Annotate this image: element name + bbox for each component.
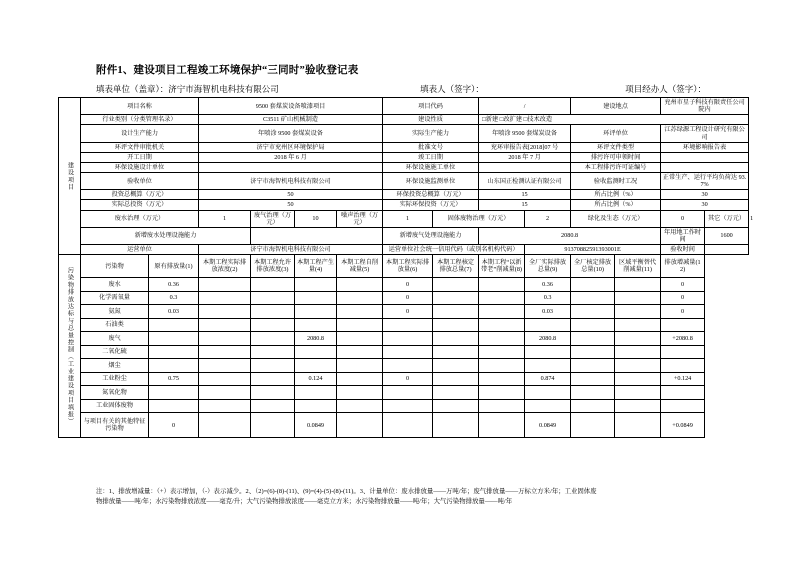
pollutant-value: [199, 386, 251, 400]
cell-value: 50: [199, 190, 383, 200]
pollutant-value: [615, 278, 661, 292]
pollutant-value: [571, 359, 615, 373]
pollutant-value: [337, 291, 383, 305]
pollutant-value: [525, 318, 571, 332]
pollutant-value: [383, 332, 433, 346]
cell-label: 建设性质: [383, 115, 479, 125]
pollutant-value: [615, 399, 661, 413]
cell-value: [661, 162, 749, 172]
pollutant-value: [433, 399, 479, 413]
project-manager: 项目经办人（签字）：: [625, 84, 706, 94]
pollutant-row: [59, 332, 749, 346]
table-row: [59, 115, 749, 125]
pollutant-value: [525, 359, 571, 373]
pollutant-value: [199, 372, 251, 386]
pollutant-value: [337, 332, 383, 346]
cell-value: [251, 227, 383, 244]
pollutant-value: [199, 399, 251, 413]
cell-label: 验收单位: [81, 173, 199, 190]
pollutant-value: [199, 305, 251, 319]
pollutant-value: [571, 291, 615, 305]
cell-value: 年喷涂 9500 套煤炭设备: [479, 125, 571, 142]
pollutant-name: 工业粉尘: [81, 372, 149, 386]
pollutant-value: [383, 318, 433, 332]
pollutant-name: 氮氧化物: [81, 386, 149, 400]
pollutant-row: [59, 278, 749, 292]
pollutant-value: [295, 278, 337, 292]
cell-value: [479, 162, 571, 172]
pollutant-value: [383, 359, 433, 373]
table-row: [59, 152, 749, 162]
cell-label: 项目代码: [383, 98, 479, 115]
cell-value: 2080.8: [479, 227, 661, 244]
pollutant-header-cell: 原有排放量(1): [149, 255, 199, 278]
pollutant-value: [383, 413, 433, 438]
pollutant-value: [149, 399, 199, 413]
table-row: [59, 125, 749, 142]
pollutant-value: 0.75: [149, 372, 199, 386]
pollutant-header-cell: 本期工程实际排放量(6): [383, 255, 433, 278]
pollutant-value: [571, 318, 615, 332]
cell-label: 验收时间: [661, 245, 705, 255]
table-row: [59, 98, 749, 115]
pollutant-value: [251, 278, 295, 292]
pollutant-value: [149, 386, 199, 400]
pollutant-value: [615, 332, 661, 346]
pollutant-value: [295, 345, 337, 359]
pollutant-value: 0.0849: [295, 413, 337, 438]
pollutant-value: [199, 332, 251, 346]
pollutant-header-cell: 本期工程允许排放浓度(3): [251, 255, 295, 278]
pollutant-header-cell: 本期工程“以新带老”削减量(8): [479, 255, 525, 278]
pollutant-value: [251, 318, 295, 332]
pollutant-header-cell: 本期工程自削减量(5): [337, 255, 383, 278]
cell-value: 兖州市星子科技有限责任公司院内: [661, 98, 749, 115]
cell-label: 其它（万元）: [705, 210, 749, 227]
cell-label: 竣工日期: [383, 152, 479, 162]
pollutant-row: [59, 359, 749, 373]
cell-value: 91370882591393001E: [525, 245, 661, 255]
cell-label: 所占比例（%）: [571, 200, 661, 210]
pollutant-value: [661, 345, 705, 359]
pollutant-value: 0: [149, 413, 199, 438]
cell-label: 项目名称: [81, 98, 199, 115]
cell-value: [661, 152, 749, 162]
pollutant-value: [433, 413, 479, 438]
pollutant-value: [615, 413, 661, 438]
pollutant-value: [615, 291, 661, 305]
pollutant-value: [251, 305, 295, 319]
side-label-construction-project: 建设项目: [59, 98, 81, 255]
pollutant-value: [251, 372, 295, 386]
cell-label: 环评文件审批机关: [81, 142, 199, 152]
pollutant-value: 0.3: [525, 291, 571, 305]
pollutant-name: 废气: [81, 332, 149, 346]
cell-label: 环评单位: [571, 125, 661, 142]
pollutant-name: 工业固体废物: [81, 399, 149, 413]
pollutant-header-row: [59, 255, 749, 278]
pollutant-row: [59, 291, 749, 305]
pollutant-value: [571, 399, 615, 413]
pollutant-value: [571, 305, 615, 319]
pollutant-header-cell: 本期工程产生量(4): [295, 255, 337, 278]
pollutant-name: 二氧化硫: [81, 345, 149, 359]
table-notes: [96, 487, 716, 507]
pollutant-value: [295, 359, 337, 373]
pollutant-value: [337, 318, 383, 332]
pollutant-value: [433, 278, 479, 292]
pollutant-value: [337, 386, 383, 400]
pollutant-value: 0: [661, 305, 705, 319]
pollutant-value: [199, 318, 251, 332]
pollutant-value: [433, 332, 479, 346]
cell-label: 实际总投资（万元）: [81, 200, 199, 210]
pollutant-value: 0: [383, 305, 433, 319]
cell-label: 环评文件类型: [571, 142, 661, 152]
cell-value: [705, 245, 749, 255]
table-row: [59, 142, 749, 152]
table-row: [59, 190, 749, 200]
pollutant-value: [661, 359, 705, 373]
cell-value: 0: [661, 210, 705, 227]
pollutant-value: [251, 332, 295, 346]
cell-label: 固体废物治理（万元）: [433, 210, 525, 227]
pollutant-value: [661, 318, 705, 332]
pollutant-value: +2080.8: [661, 332, 705, 346]
pollutant-value: [433, 305, 479, 319]
pollutant-value: 0.36: [149, 278, 199, 292]
cell-value: [199, 162, 383, 172]
cell-value: 山东国正检测认证有限公司: [479, 173, 571, 190]
cell-value: C3511 矿山机械制造: [199, 115, 383, 125]
side-label-pollutant-emission: 污染物排放达标与总量控制（工业建设项目填报）: [59, 255, 81, 438]
cell-value: □新建 □改扩建 □技术改造: [479, 115, 749, 125]
cell-label: 实际环保投资（万元）: [383, 200, 479, 210]
cell-value: 50: [199, 200, 383, 210]
pollutant-value: 0: [383, 291, 433, 305]
pollutant-name: 化学需氧量: [81, 291, 149, 305]
pollutant-value: 0.874: [525, 372, 571, 386]
pollutant-value: 0.03: [525, 305, 571, 319]
cell-label: 验收监测时工况: [571, 173, 661, 190]
pollutant-value: [337, 345, 383, 359]
pollutant-value: [251, 399, 295, 413]
pollutant-value: [615, 359, 661, 373]
pollutant-row: [59, 318, 749, 332]
cell-value: 年喷涂 9500 套煤炭设备: [199, 125, 383, 142]
pollutant-value: [479, 318, 525, 332]
pollutant-value: [295, 386, 337, 400]
pollutant-value: [149, 318, 199, 332]
filler-unit: 填表单位（盖章）：济宁市海智机电科技有限公司: [96, 84, 279, 94]
cell-label: 环保设施施工单位: [383, 162, 479, 172]
pollutant-value: [251, 386, 295, 400]
cell-label: 本工程排污许可证编号: [571, 162, 661, 172]
pollutant-value: [433, 318, 479, 332]
cell-label: 行业类别（分类管理名录）: [81, 115, 199, 125]
verification-registration-table: [58, 97, 754, 438]
cell-value: 江苏绿源工程设计研究有限公司: [661, 125, 749, 142]
pollutant-value: +0.124: [661, 372, 705, 386]
cell-label: 新增废水处理设施能力: [81, 227, 251, 244]
pollutant-value: 0.124: [295, 372, 337, 386]
pollutant-value: [199, 291, 251, 305]
pollutant-value: [199, 345, 251, 359]
cell-label: 所占比例（%）: [571, 190, 661, 200]
pollutant-value: [433, 372, 479, 386]
cell-value: 1: [199, 210, 251, 227]
pollutant-value: [615, 345, 661, 359]
note-line-1: 注：1、排放增减量：（+）表示增加，（-）表示减少。2、（2)=(6)-(8)-(11)、(9)=(4)-(5)-(8)-(11)。3、计量单位：废水排放量——万吨/年；废气排放量——万标立方米/年；工业固体废: [96, 488, 597, 495]
pollutant-value: [525, 345, 571, 359]
cell-label: 环保设施监测单位: [383, 173, 479, 190]
pollutant-value: [433, 359, 479, 373]
table-row: [59, 245, 749, 255]
cell-value: 1: [383, 210, 433, 227]
pollutant-header-cell: 污染物: [81, 255, 149, 278]
cell-value: 环境影响报告表: [661, 142, 749, 152]
pollutant-value: [615, 318, 661, 332]
cell-label: 年用地工作时间: [661, 227, 705, 244]
table-row: [59, 200, 749, 210]
cell-label: 运营单位: [81, 245, 199, 255]
cell-value: 济宁市海智机电科技有限公司: [199, 245, 383, 255]
pollutant-value: 0.3: [149, 291, 199, 305]
cell-label: 建设地点: [571, 98, 661, 115]
pollutant-value: [251, 413, 295, 438]
pollutant-header-cell: 全厂核定排放总量(10): [571, 255, 615, 278]
cell-label: 废气治理（万元）: [251, 210, 295, 227]
pollutant-value: [337, 305, 383, 319]
pollutant-value: [295, 318, 337, 332]
cell-value: 1600: [705, 227, 749, 244]
pollutant-value: +0.0849: [661, 413, 705, 438]
pollutant-value: [433, 345, 479, 359]
pollutant-value: [479, 372, 525, 386]
cell-label: 环保设施设计单位: [81, 162, 199, 172]
pollutant-value: [571, 386, 615, 400]
cell-label: 开工日期: [81, 152, 199, 162]
pollutant-value: 2080.8: [525, 332, 571, 346]
pollutant-value: [383, 345, 433, 359]
pollutant-value: [251, 359, 295, 373]
pollutant-value: 0: [383, 278, 433, 292]
note-line-2: 物排放量——吨/年；水污染物排放浓度——毫克/升；大气污染物排放浓度——毫克立方米；水污染物排放量——吨/年；大气污染物排放量——吨/年: [96, 497, 513, 505]
pollutant-value: [479, 359, 525, 373]
pollutant-value: 0.0849: [525, 413, 571, 438]
pollutant-row: [59, 345, 749, 359]
pollutant-value: [615, 305, 661, 319]
pollutant-value: [571, 372, 615, 386]
cell-value: 30: [661, 200, 749, 210]
cell-label: 新增废气处理设施能力: [383, 227, 479, 244]
pollutant-name: 氨氮: [81, 305, 149, 319]
pollutant-header-cell: 全厂实际排放总量(9): [525, 255, 571, 278]
pollutant-value: [615, 386, 661, 400]
cell-value: 30: [661, 190, 749, 200]
pollutant-value: [199, 278, 251, 292]
pollutant-value: [479, 399, 525, 413]
pollutant-name: 石油类: [81, 318, 149, 332]
pollutant-value: [479, 413, 525, 438]
pollutant-value: [479, 345, 525, 359]
cell-value: 济宁市兖州区环境保护局: [199, 142, 383, 152]
filler-person: 填表人（签字）：: [420, 84, 484, 94]
header-line: [96, 83, 706, 95]
cell-value: 10: [295, 210, 337, 227]
cell-value: 15: [479, 200, 571, 210]
pollutant-value: [337, 399, 383, 413]
cell-value: 兖环审报告表[2018]07 号: [479, 142, 571, 152]
pollutant-row: [59, 372, 749, 386]
table-row: 废水治理（万元） 1 废气治理（万元） 10 噪声治理（万元） 1 固体废物治理（万元） 2 绿化及生态（万元） 0 其它（万元） 1: [59, 210, 749, 227]
pollutant-value: [337, 278, 383, 292]
pollutant-value: [571, 278, 615, 292]
cell-label: 环保投资总概算（万元）: [383, 190, 479, 200]
pollutant-value: [199, 413, 251, 438]
pollutant-value: [571, 345, 615, 359]
pollutant-value: [295, 399, 337, 413]
pollutant-header-cell: 本期工程实际排放浓度(2): [199, 255, 251, 278]
pollutant-header-cell: 本期工程核定排放总量(7): [433, 255, 479, 278]
pollutant-value: [149, 359, 199, 373]
cell-label: 废水治理（万元）: [81, 210, 199, 227]
pollutant-value: [337, 413, 383, 438]
pollutant-value: [251, 345, 295, 359]
pollutant-value: [479, 291, 525, 305]
pollutant-value: [433, 386, 479, 400]
table-row: [59, 173, 749, 190]
cell-value: /: [479, 98, 571, 115]
pollutant-value: [479, 278, 525, 292]
pollutant-header-cell: 排放增减量(12): [661, 255, 705, 278]
cell-label: 运营单位社会统一信用代码（或别名机构代码）: [383, 245, 525, 255]
pollutant-value: [479, 386, 525, 400]
pollutant-value: [479, 332, 525, 346]
pollutant-value: [661, 399, 705, 413]
pollutant-value: [251, 291, 295, 305]
pollutant-value: 0.36: [525, 278, 571, 292]
pollutant-name: 废水: [81, 278, 149, 292]
pollutant-row: [59, 386, 749, 400]
pollutant-value: [525, 386, 571, 400]
pollutant-value: [479, 305, 525, 319]
cell-value: 2: [525, 210, 571, 227]
pollutant-value: [571, 332, 615, 346]
pollutant-value: [337, 372, 383, 386]
cell-label: 实际生产能力: [383, 125, 479, 142]
cell-label: 设计生产能力: [81, 125, 199, 142]
cell-value: 2018 年 7 月: [479, 152, 571, 162]
pollutant-header-cell: 区域平衡替代削减量(11): [615, 255, 661, 278]
pollutant-row: [59, 413, 749, 438]
pollutant-value: 0: [383, 372, 433, 386]
pollutant-value: [571, 413, 615, 438]
cell-label: 排污许可申领时间: [571, 152, 661, 162]
pollutant-value: [149, 332, 199, 346]
pollutant-value: [149, 345, 199, 359]
cell-value: 2018 年 6 月: [199, 152, 383, 162]
pollutant-value: 0: [661, 291, 705, 305]
pollutant-name: 烟尘: [81, 359, 149, 373]
cell-value: 15: [479, 190, 571, 200]
cell-value: 济宁市海智机电科技有限公司: [199, 173, 383, 190]
pollutant-value: [383, 386, 433, 400]
pollutant-value: [337, 359, 383, 373]
pollutant-value: [383, 399, 433, 413]
cell-label: 投资总概算（万元）: [81, 190, 199, 200]
pollutant-value: [295, 291, 337, 305]
pollutant-row: [59, 399, 749, 413]
pollutant-value: [295, 305, 337, 319]
table-row: [59, 227, 749, 244]
pollutant-value: [525, 399, 571, 413]
pollutant-row: [59, 305, 749, 319]
cell-label: 绿化及生态（万元）: [571, 210, 661, 227]
pollutant-value: [661, 386, 705, 400]
cell-value: 9500 套煤炭设备喷漆项目: [199, 98, 383, 115]
table-row: [59, 162, 749, 172]
pollutant-value: 0.03: [149, 305, 199, 319]
cell-label: 噪声治理（万元）: [337, 210, 383, 227]
pollutant-name: 与项目有关的其他特征污染物: [81, 413, 149, 438]
pollutant-value: [433, 291, 479, 305]
pollutant-value: [615, 372, 661, 386]
cell-label: 批准文号: [383, 142, 479, 152]
page-title: 附件1、建设项目工程竣工环境保护“三同时”验收登记表: [96, 65, 359, 76]
pollutant-value: [199, 359, 251, 373]
cell-value: 正常生产、运行平均负荷达 93.7%: [661, 173, 749, 190]
pollutant-value: 0: [661, 278, 705, 292]
pollutant-value: 2080.8: [295, 332, 337, 346]
